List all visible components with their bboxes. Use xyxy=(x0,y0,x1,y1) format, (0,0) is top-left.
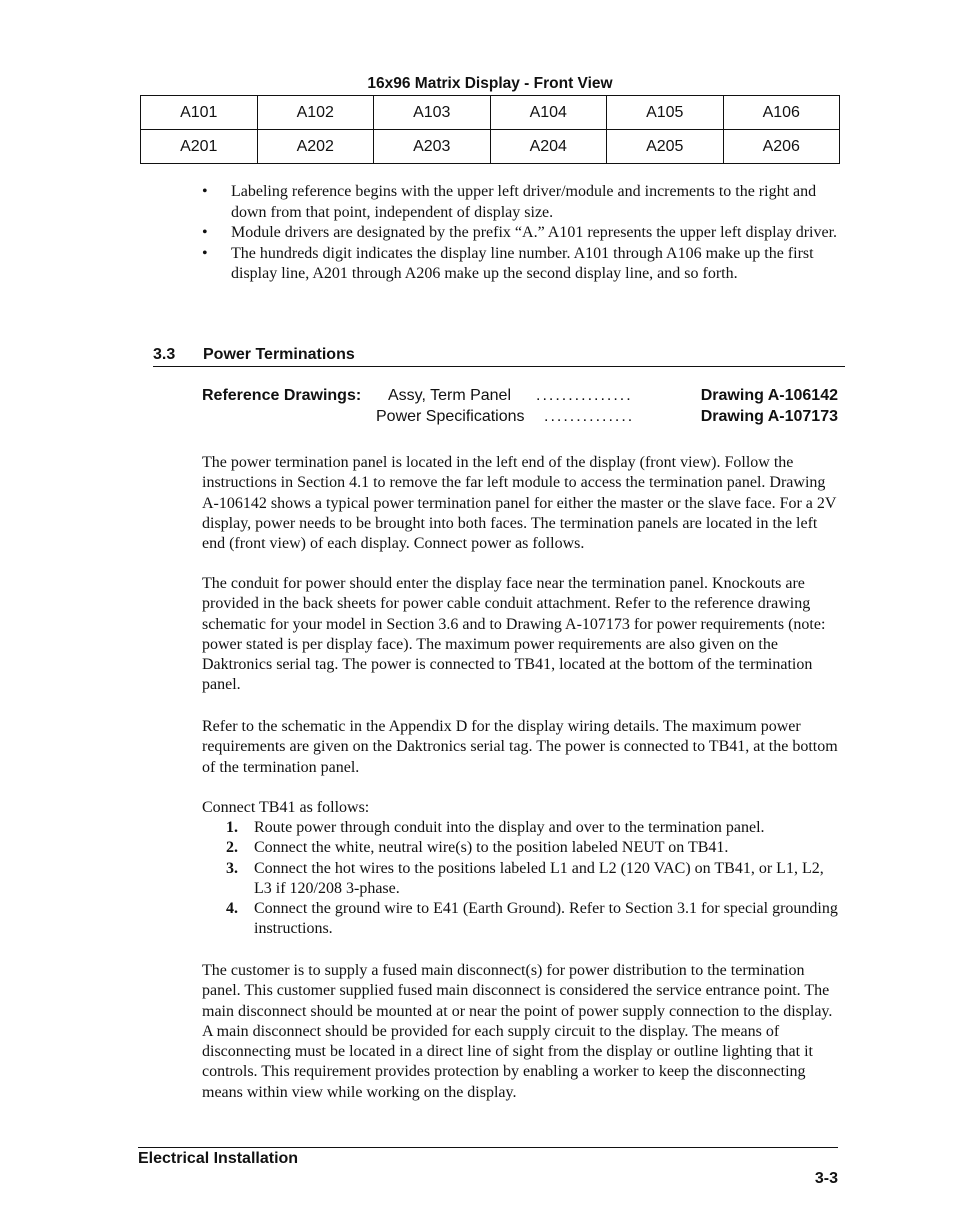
table-cell: A102 xyxy=(257,96,374,130)
table-cell: A201 xyxy=(141,130,258,164)
bullet-icon: • xyxy=(202,224,208,241)
reference-drawing-row xyxy=(202,387,838,409)
reference-item-name: Power Specifications xyxy=(376,408,525,425)
list-item-text: The hundreds digit indicates the display line number. A101 through A106 make up the first display line, A201 through A206 make up the second display line, and so forth. xyxy=(231,244,814,282)
dot-leader: .............. xyxy=(544,408,635,425)
table-cell: A106 xyxy=(723,96,840,130)
dot-leader: ............... xyxy=(536,387,633,404)
table-cell: A101 xyxy=(141,96,258,130)
table-cell: A103 xyxy=(374,96,491,130)
footer-divider xyxy=(138,1147,838,1148)
paragraph: Connect TB41 as follows: xyxy=(202,799,370,816)
table-cell: A205 xyxy=(607,130,724,164)
list-item xyxy=(202,818,844,838)
table-cell: A204 xyxy=(490,130,607,164)
section-heading xyxy=(153,345,845,367)
table-row xyxy=(141,96,840,130)
reference-item-name: Assy, Term Panel xyxy=(388,387,512,404)
step-number: 1. xyxy=(226,819,238,836)
list-item xyxy=(202,859,844,900)
reference-drawing-number: Drawing A-106142 xyxy=(700,387,838,404)
reference-drawing-number: Drawing A-107173 xyxy=(700,408,838,425)
table-cell: A206 xyxy=(723,130,840,164)
table-cell: A203 xyxy=(374,130,491,164)
step-number: 3. xyxy=(226,859,238,877)
matrix-layout-table xyxy=(140,95,840,164)
reference-drawing-row xyxy=(202,408,838,430)
paragraph: The customer is to supply a fused main disconnect(s) for power distribution to the termination panel. This customer supplied fused main disconnect is considered the service entrance point. The main disconnect should be mounted at or near the point of power supply connection to the display. A main disconnect should be provided for each supply circuit to the display. The means of disconnecting must be located in a direct line of sight from the display or outline lighting that it controls. This requirement provides protection by enabling a worker to keep the disconnecting means within view while working on the display. xyxy=(202,962,833,1101)
step-text: Connect the hot wires to the positions labeled L1 and L2 (120 VAC) on TB41, or L1, L2, L3 if 120/208 3-phase. xyxy=(254,859,824,897)
list-item xyxy=(202,899,844,940)
paragraph: The conduit for power should enter the display face near the termination panel. Knockouts are provided in the back sheets for power cable conduit attachment. Refer to the reference drawing schematic for your model in Section 3.6 and to Drawing A-107173 for power requirements (note: power stated is per display face). The maximum power requirements are also given on the Daktronics serial tag. The power is connected to TB41, located at the bottom of the termination panel. xyxy=(202,575,826,694)
table-cell: A104 xyxy=(490,96,607,130)
section-number: 3.3 xyxy=(153,346,176,363)
list-item xyxy=(202,838,844,858)
paragraph: The power termination panel is located in the left end of the display (front view). Follow the instructions in Section 4.1 to remove the far left module to access the termination panel. Drawing A-106142 shows a typical power termination panel for either the master or the slave face. For a 2V display, power needs to be brought into both faces. The termination panels are located in the left end (front view) of each display. Connect power as follows. xyxy=(202,454,837,553)
list-item xyxy=(202,182,842,223)
list-item-text: Module drivers are designated by the prefix “A.” A101 represents the upper left display driver. xyxy=(231,224,838,241)
page-number: 3-3 xyxy=(814,1170,838,1187)
paragraph: Refer to the schematic in the Appendix D for the display wiring details. The maximum power requirements are given on the Daktronics serial tag. The power is connected to TB41, at the bottom of the termination panel. xyxy=(202,718,838,776)
labeling-notes-list xyxy=(202,182,842,285)
bullet-icon: • xyxy=(202,244,208,262)
step-number: 2. xyxy=(226,839,238,857)
table-cell: A105 xyxy=(607,96,724,130)
step-number: 4. xyxy=(226,900,238,918)
step-text: Connect the white, neutral wire(s) to the position labeled NEUT on TB41. xyxy=(254,839,729,857)
table-row xyxy=(141,130,840,164)
list-item-text: Labeling reference begins with the upper left driver/module and increments to the right and down from that point, independent of display size. xyxy=(231,183,817,221)
bullet-icon: • xyxy=(202,183,208,200)
list-item xyxy=(202,223,842,244)
step-text: Connect the ground wire to E41 (Earth Ground). Refer to Section 3.1 for special grounding instructions. xyxy=(254,900,838,938)
table-cell: A202 xyxy=(257,130,374,164)
matrix-diagram-title: 16x96 Matrix Display - Front View xyxy=(367,75,613,92)
footer-chapter-title: Electrical Installation xyxy=(138,1150,299,1167)
list-item xyxy=(202,244,842,285)
reference-drawings-label: Reference Drawings: xyxy=(202,387,362,404)
step-text: Route power through conduit into the display and over to the termination panel. xyxy=(254,819,765,836)
section-title: Power Terminations xyxy=(203,346,355,363)
connection-steps-list xyxy=(202,818,844,940)
